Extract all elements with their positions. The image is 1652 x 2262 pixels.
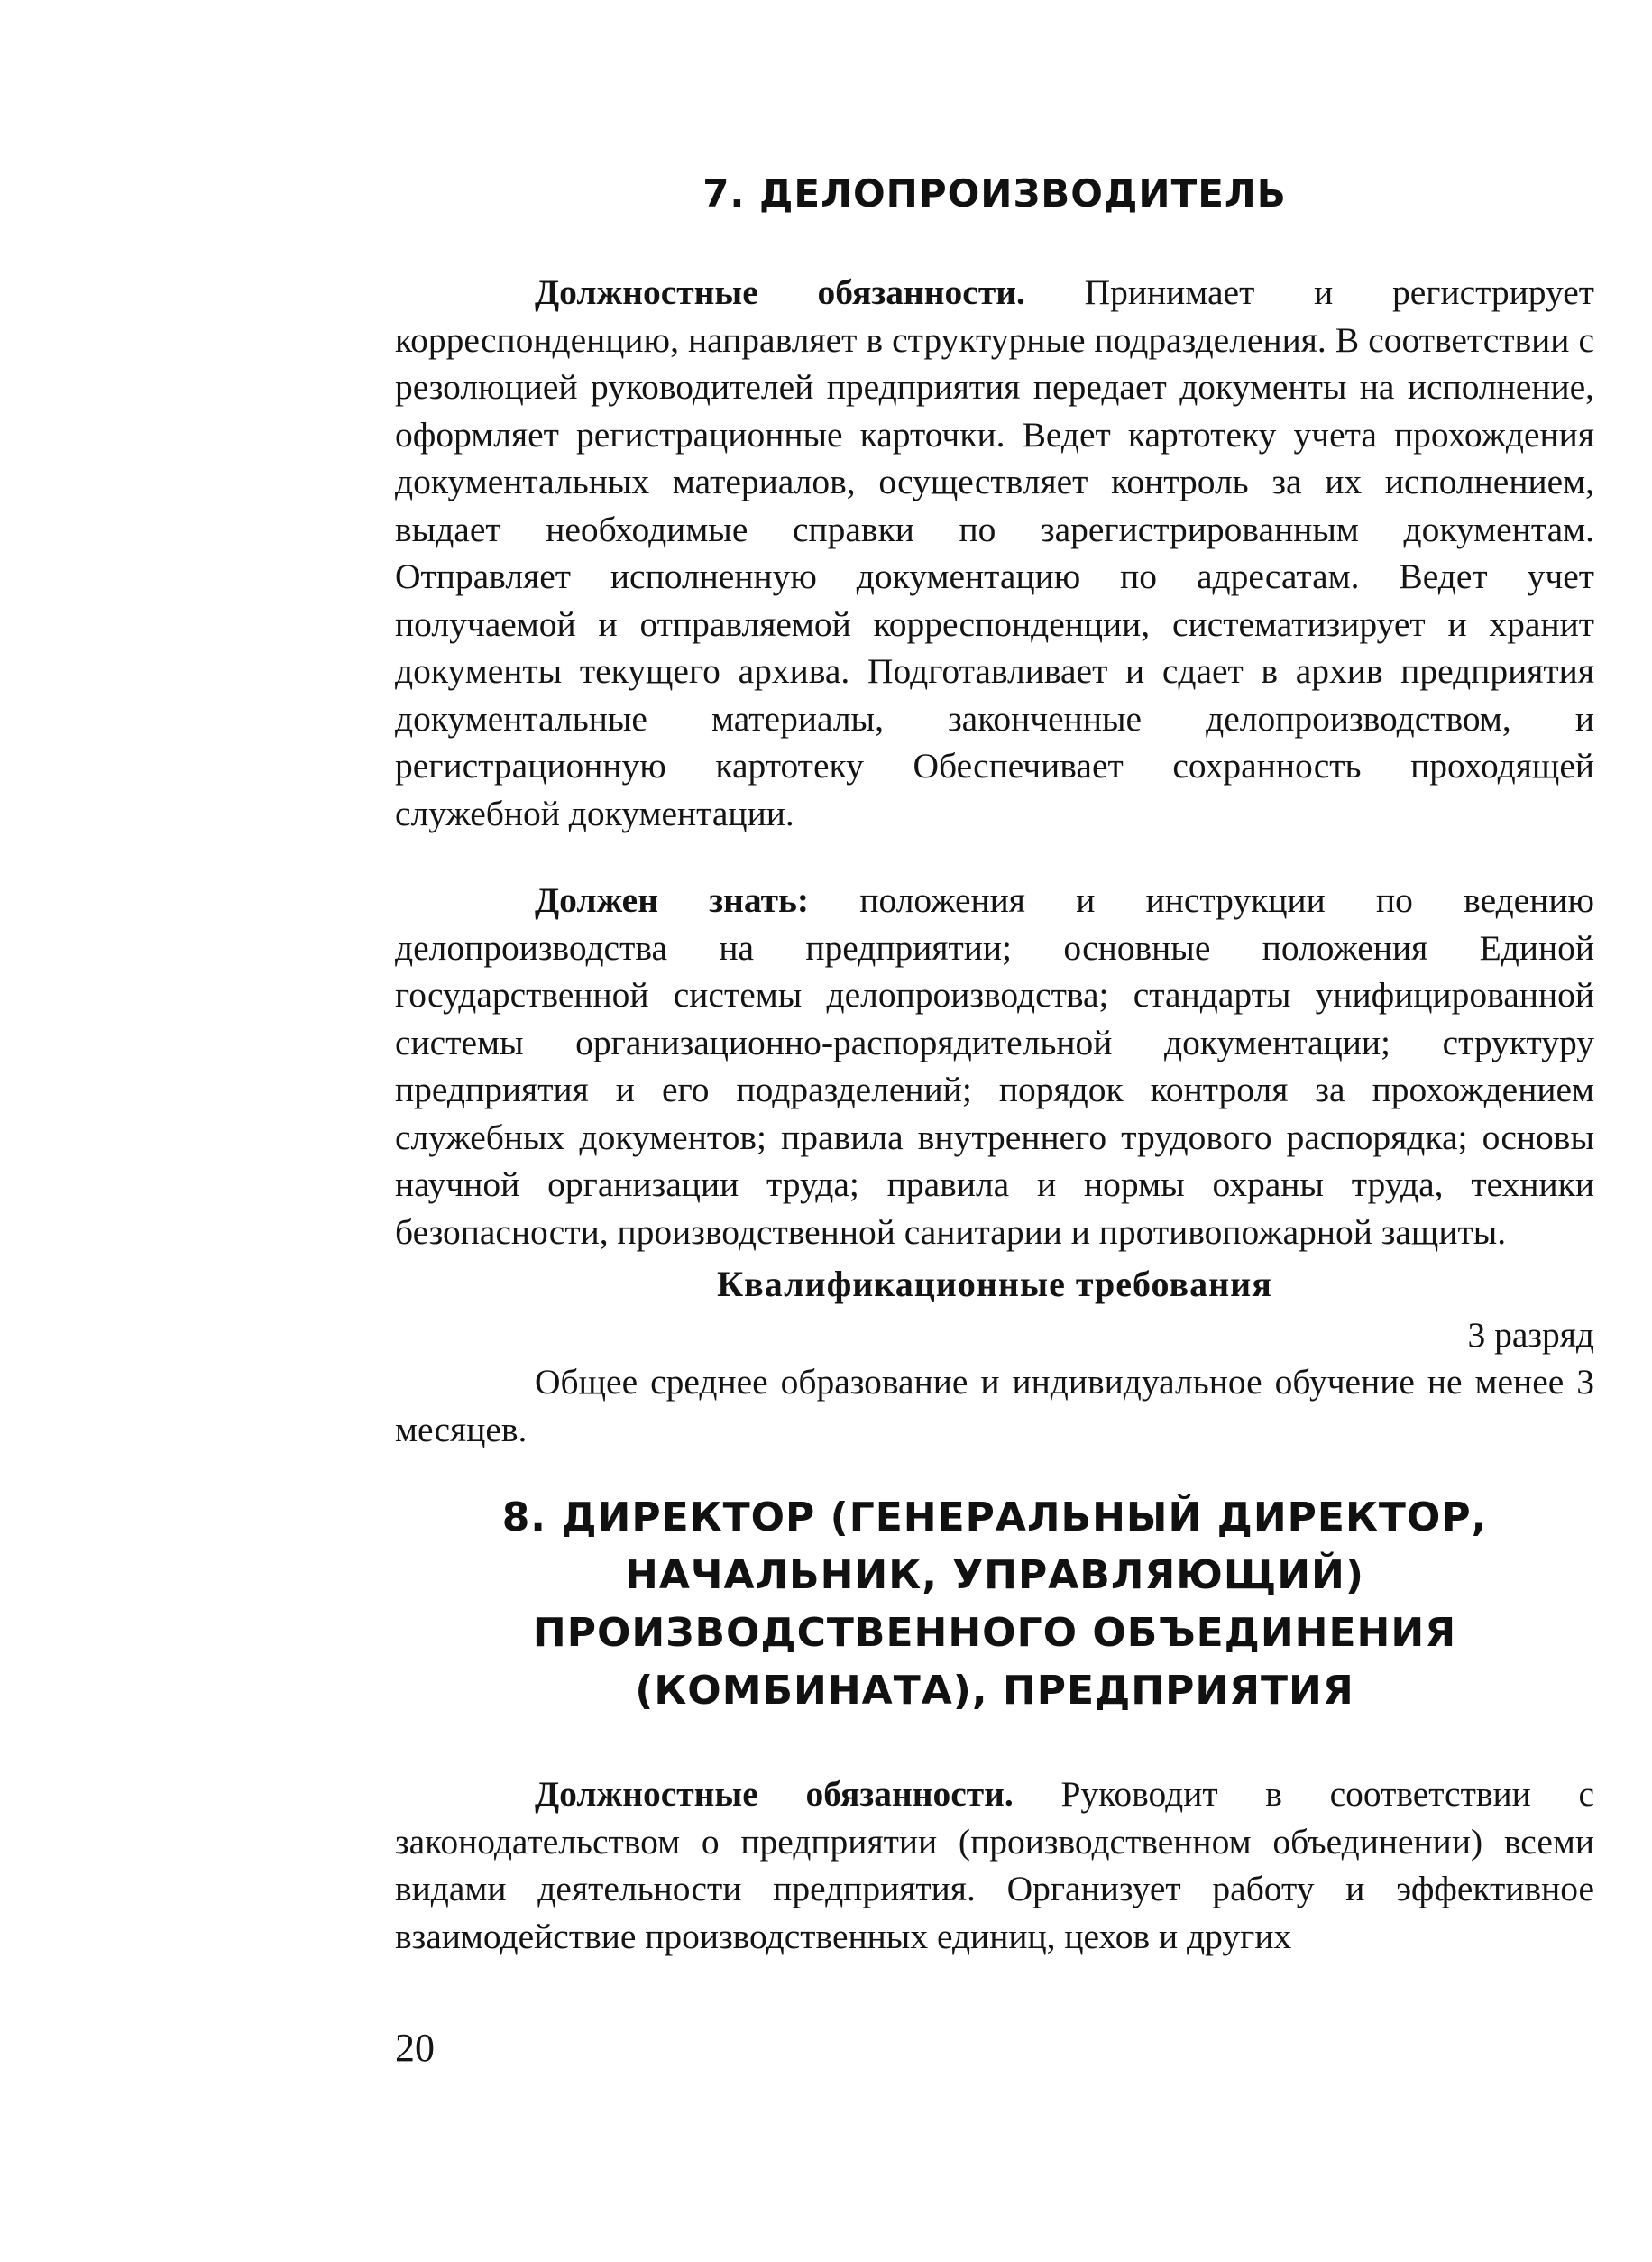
- page-content: [395, 171, 1594, 1960]
- section-7-duties-paragraph: [395, 269, 1594, 837]
- section-7-duties-label: Должностные обязанности.: [535, 272, 1025, 312]
- section-7-title: 7. ДЕЛОПРОИЗВОДИТЕЛЬ: [702, 171, 1287, 216]
- qualification-paragraph: Общее среднее образование и индивидуальное обучение не менее 3 месяцев.: [395, 1362, 1594, 1449]
- section-8-title: 8. ДИРЕКТОР (ГЕНЕРАЛЬНЫЙ ДИРЕКТОР, НАЧАЛЬНИК, УПРАВЛЯЮЩИЙ) ПРОИЗВОДСТВЕННОГО ОБЪЕДИНЕНИЯ (КОМБИНАТА), ПРЕДПРИЯТИЯ: [501, 1494, 1488, 1714]
- qualification-requirements-heading: Квалификационные требования: [717, 1264, 1272, 1304]
- section-7-duties-text: Принимает и регистрирует корреспонденцию, направляет в структурные подразделения. В соответствии с резолюцией руководителей предприятия передает документы на исполнение, оформляет регистрационные карточки. Ведет картотеку учета прохождения документальных материалов, осуществляет контроль за их исполнением, выдает необходимые справки по зарегистрированным документам. Отправляет исполненную документацию по адресатам. Ведет учет получаемой и отправляемой корреспонденции, систематизирует и хранит документы текущего архива. Подготавливает и сдает в архив предприятия документальные материалы, законченные делопроизводством, и регистрационную картотеку Обеспечивает сохранность проходящей служебной документации.: [395, 272, 1594, 833]
- grade-label: 3 разряд: [1467, 1315, 1594, 1355]
- section-7-knowledge-text: положения и инструкции по ведению делопроизводства на предприятии; основные положения Единой государственной системы делопроизводства; стандарты унифицированной системы организационно-распорядительной документации; структуру предприятия и его подразделений; порядок контроля за прохождением служебных документов; правила внутреннего трудового распорядка; основы научной организации труда; правила и нормы охраны труда, техники безопасности, производственной санитарии и противопожарной защиты.: [395, 880, 1594, 1252]
- page-number: 20: [395, 2026, 435, 2070]
- section-8-duties-paragraph: [395, 1770, 1594, 1960]
- section-7-knowledge-paragraph: [395, 877, 1594, 1255]
- section-7-knowledge-label: Должен знать:: [535, 880, 810, 920]
- section-8-duties-text: Руководит в соответствии с законодательством о предприятии (производственном объединении) всеми видами деятельности предприятия. Организует работу и эффективное взаимодействие производственных единиц, цехов и других: [395, 1774, 1594, 1956]
- section-8-duties-label: Должностные обязанности.: [535, 1774, 1014, 1814]
